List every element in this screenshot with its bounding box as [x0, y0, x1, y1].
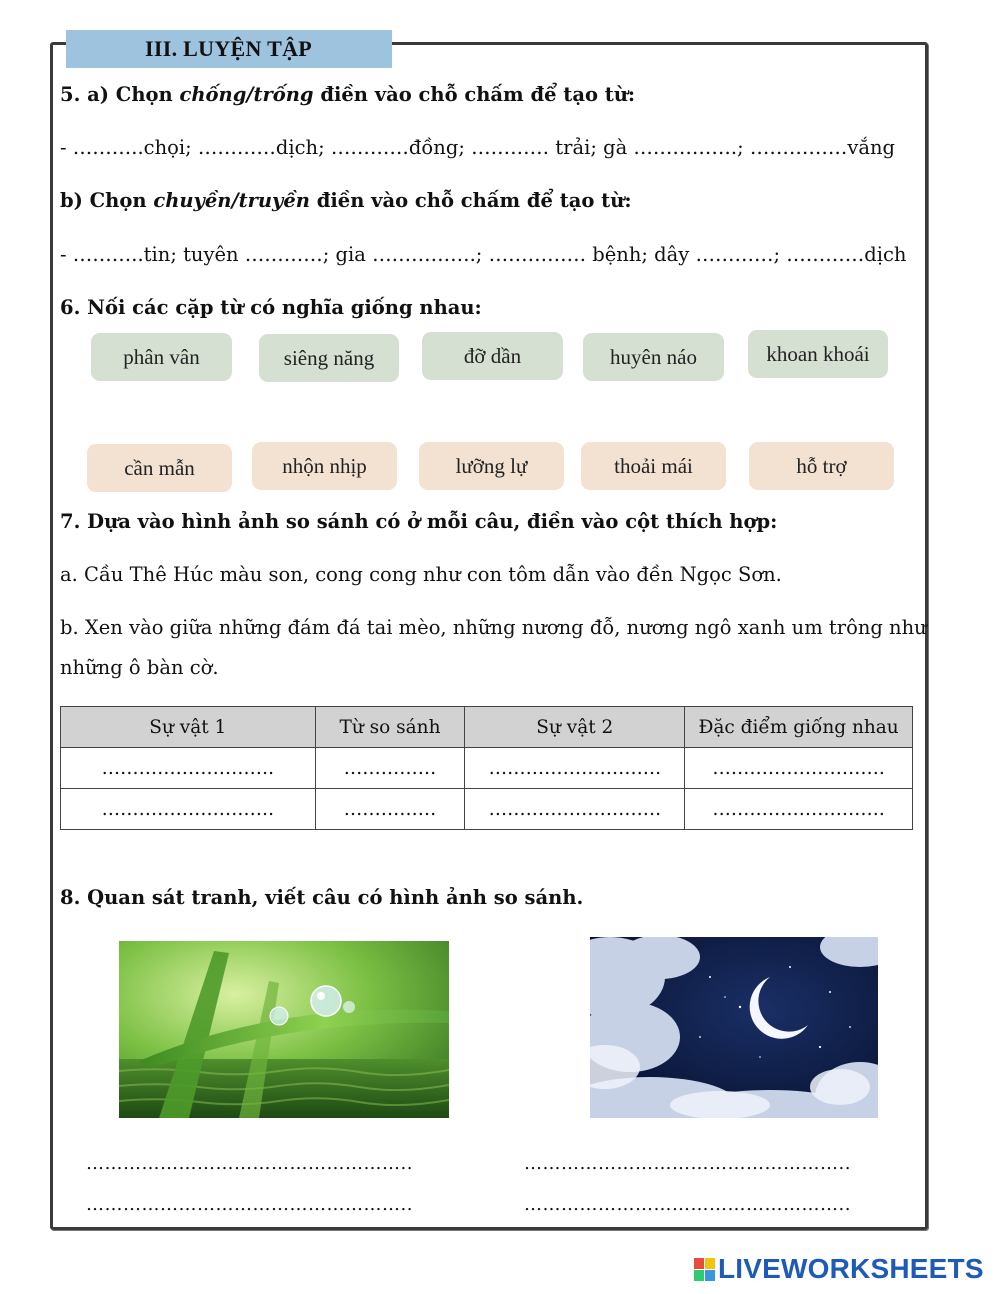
comparison-table [60, 706, 913, 830]
liveworksheets-logo [694, 1253, 984, 1285]
word-chip-bottom-5[interactable]: hỗ trợ [749, 442, 894, 490]
answer-line-left-2[interactable]: …………………………………………….. [86, 1194, 413, 1215]
word-chip-bottom-4[interactable]: thoải mái [581, 442, 726, 490]
word-chip-top-5[interactable]: khoan khoái [748, 330, 888, 378]
answer-line-left-1[interactable]: …………………………………………….. [86, 1153, 413, 1174]
brand-name: LIVEWORKSHEETS [718, 1253, 984, 1284]
word-chip-bottom-3[interactable]: lưỡng lự [419, 442, 564, 490]
col-header-thing1: Sự vật 1 [61, 707, 316, 748]
word-chip-bottom-2[interactable]: nhộn nhịp [252, 442, 397, 490]
col-header-compare-word: Từ so sánh [315, 707, 465, 748]
ex5b-instruction: b) Chọn chuyền/truyền điền vào chỗ chấm để tạo từ: [60, 189, 632, 212]
section-title: III. LUYỆN TẬP [145, 36, 312, 61]
table-header-row [61, 707, 913, 748]
word-chip-top-4[interactable]: huyên náo [583, 333, 724, 381]
ex5a-instruction: 5. a) Chọn chống/trống điền vào chỗ chấm để tạo từ: [60, 83, 636, 106]
ex7-title: 7. Dựa vào hình ảnh so sánh có ở mỗi câu, điền vào cột thích hợp: [60, 510, 778, 533]
table-cell[interactable]: ………………………. [465, 748, 685, 789]
ex7-sentence-b-line1: b. Xen vào giữa những đám đá tai mèo, những nương đỗ, nương ngô xanh um trông như [60, 616, 927, 639]
word-chip-bottom-1[interactable]: cần mẫn [87, 444, 232, 492]
table-row [61, 789, 913, 830]
table-cell[interactable]: ………………………. [61, 748, 316, 789]
answer-line-right-1[interactable]: …………………………………………….. [524, 1153, 851, 1174]
ex7-sentence-a: a. Cầu Thê Húc màu son, cong cong như con tôm dẫn vào đền Ngọc Sơn. [60, 563, 782, 586]
col-header-thing2: Sự vật 2 [465, 707, 685, 748]
ex8-title: 8. Quan sát tranh, viết câu có hình ảnh so sánh. [60, 886, 584, 909]
table-cell[interactable]: ………………………. [465, 789, 685, 830]
answer-line-right-2[interactable]: …………………………………………….. [524, 1194, 851, 1215]
ex7-sentence-b-line2: những ô bàn cờ. [60, 656, 219, 679]
ex5a-fill-line[interactable]: - ………..chọi; …………dịch; …………đồng; ………… trải; gà …………….; ……………vắng [60, 136, 896, 159]
table-cell[interactable]: ………………………. [685, 748, 913, 789]
ex5b-fill-line[interactable]: - ………..tin; tuyên …………; gia …………….; …………… bệnh; dây …………; …………dịch [60, 243, 907, 266]
table-cell[interactable]: ………………………. [61, 789, 316, 830]
col-header-common-trait: Đặc điểm giống nhau [685, 707, 913, 748]
grass-dew-image [119, 941, 449, 1118]
table-cell[interactable]: …………… [315, 748, 465, 789]
word-chip-top-3[interactable]: đỡ dần [422, 332, 563, 380]
ex6-title: 6. Nối các cặp từ có nghĩa giống nhau: [60, 296, 482, 319]
table-cell[interactable]: ………………………. [685, 789, 913, 830]
table-cell[interactable]: …………… [315, 789, 465, 830]
word-chip-top-1[interactable]: phân vân [91, 333, 232, 381]
word-chip-top-2[interactable]: siêng năng [259, 334, 399, 382]
moon-night-image [590, 937, 878, 1118]
liveworksheets-icon [694, 1258, 714, 1280]
table-row [61, 748, 913, 789]
